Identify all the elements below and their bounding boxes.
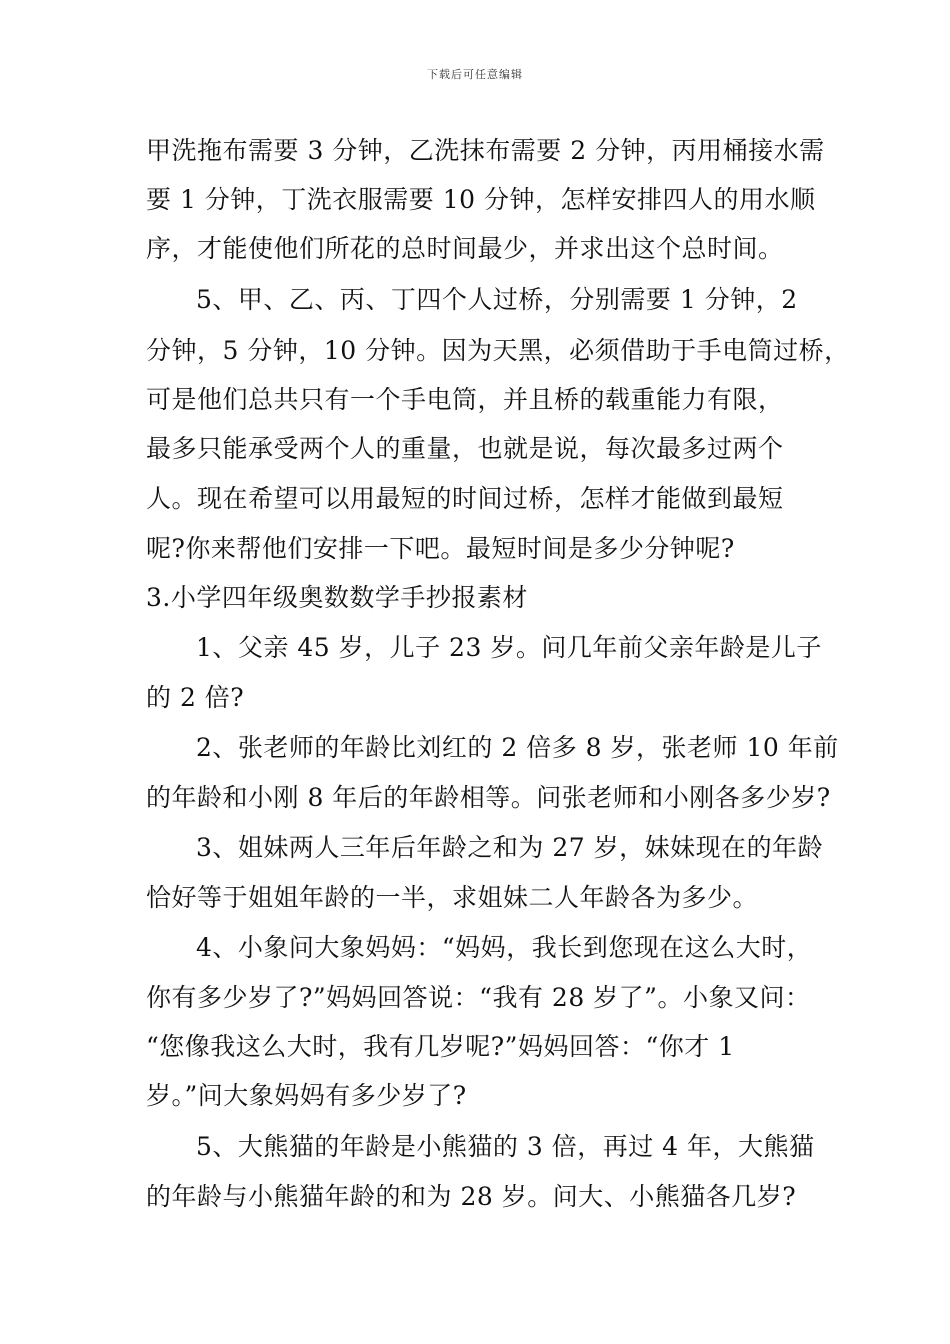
text-line: 的年龄与小熊猫年龄的和为 28 岁。问大、小熊猫各几岁? <box>146 1182 797 1211</box>
text-line: 要 1 分钟，丁洗衣服需要 10 分钟，怎样安排四人的用水顺 <box>146 185 816 214</box>
text-line: 呢?你来帮他们安排一下吧。最短时间是多少分钟呢? <box>146 534 735 563</box>
text-line: 2、张老师的年龄比刘红的 2 倍多 8 岁，张老师 10 年前 <box>196 733 839 762</box>
text-line: 序，才能使他们所花的总时间最少，并求出这个总时间。 <box>146 234 784 263</box>
text-line: 最多只能承受两个人的重量，也就是说，每次最多过两个 <box>146 434 784 463</box>
text-line: 甲洗拖布需要 3 分钟，乙洗抹布需要 2 分钟，丙用桶接水需 <box>146 136 825 165</box>
text-line: 分钟，5 分钟，10 分钟。因为天黑，必须借助于手电筒过桥， <box>146 336 850 365</box>
text-line: 岁。”问大象妈妈有多少岁了? <box>146 1081 467 1110</box>
text-line: 人。现在希望可以用最短的时间过桥，怎样才能做到最短 <box>146 484 784 513</box>
text-line: 的年龄和小刚 8 年后的年龄相等。问张老师和小刚各多少岁? <box>146 783 831 812</box>
text-line: 可是他们总共只有一个手电筒，并且桥的载重能力有限， <box>146 385 784 414</box>
text-line: 1、父亲 45 岁，儿子 23 岁。问几年前父亲年龄是儿子 <box>196 633 822 662</box>
text-line: 3、姐妹两人三年后年龄之和为 27 岁，妹妹现在的年龄 <box>196 833 824 862</box>
page-header-note: 下载后可任意编辑 <box>427 68 523 81</box>
text-line: 4、小象问大象妈妈：“妈妈，我长到您现在这么大时， <box>196 933 813 962</box>
text-line: 5、甲、乙、丙、丁四个人过桥，分别需要 1 分钟，2 <box>196 285 798 314</box>
text-line: 5、大熊猫的年龄是小熊猫的 3 倍，再过 4 年，大熊猫 <box>196 1132 815 1161</box>
text-line: 恰好等于姐姐年龄的一半，求姐妹二人年龄各为多少。 <box>146 883 759 912</box>
text-line: 的 2 倍? <box>146 683 245 712</box>
text-line: “您像我这么大时，我有几岁呢?”妈妈回答：“你才 1 <box>146 1032 735 1061</box>
section-heading: 3.小学四年级奥数数学手抄报素材 <box>146 583 528 612</box>
text-line: 你有多少岁了?”妈妈回答说：“我有 28 岁了”。小象又问： <box>146 983 811 1012</box>
